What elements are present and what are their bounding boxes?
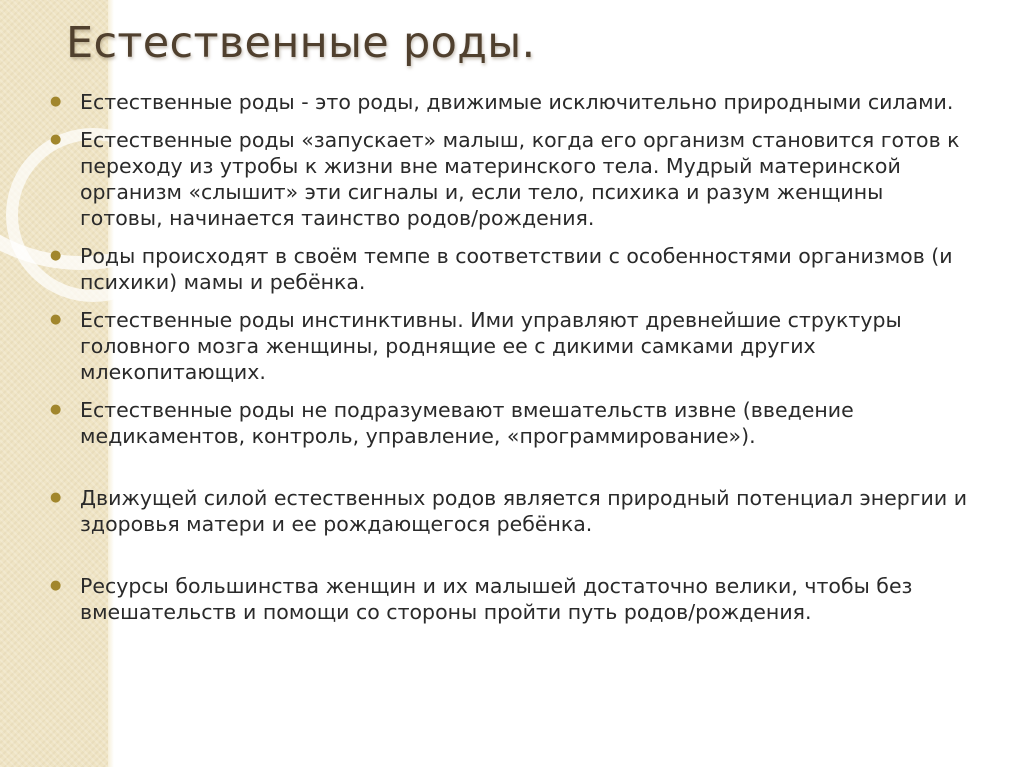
bullet-text: Естественные роды «запускает» малыш, когда его организм становится готов к переходу из утробы к жизни вне материнского тела. Мудрый материнской организм «слышит» эти сигналы и, если тело, психика и разум женщины готовы, начинается таинство родов/рождения. — [80, 128, 960, 230]
bullet-text: Ресурсы большинства женщин и их малышей достаточно велики, чтобы без вмешательств и помощи со стороны пройти путь родов/рождения. — [80, 574, 913, 624]
bullet-marker-icon: ● — [50, 312, 62, 327]
bullet-item — [48, 89, 968, 115]
bullet-text: Роды происходят в своём темпе в соответствии с особенностями организмов (и психики) мамы и ребёнка. — [80, 244, 953, 294]
bullet-item — [48, 573, 968, 625]
bullet-marker-icon: ● — [50, 490, 62, 505]
bullet-item — [48, 397, 968, 449]
bullet-item — [48, 307, 968, 385]
bullet-text: Естественные роды - это роды, движимые исключительно природными силами. — [80, 90, 954, 114]
bullet-text: Естественные роды не подразумевают вмешательств извне (введение медикаментов, контроль, управление, «программирование»). — [80, 398, 854, 448]
bullet-text: Естественные роды инстинктивны. Ими управляют древнейшие структуры головного мозга женщины, роднящие ее с дикими самками других млекопитающих. — [80, 308, 902, 384]
bullet-marker-icon: ● — [50, 402, 62, 417]
bullet-item — [48, 127, 968, 231]
slide-title: Естественные роды. — [66, 18, 536, 68]
bullet-marker-icon: ● — [50, 248, 62, 263]
bullet-item — [48, 243, 968, 295]
bullet-item — [48, 485, 968, 537]
bullet-text: Движущей силой естественных родов является природный потенциал энергии и здоровья матери и ее рождающегося ребёнка. — [80, 486, 968, 536]
bullet-list — [48, 89, 968, 625]
bullet-marker-icon: ● — [50, 94, 62, 109]
bullet-marker-icon: ● — [50, 578, 62, 593]
bullet-marker-icon: ● — [50, 132, 62, 147]
